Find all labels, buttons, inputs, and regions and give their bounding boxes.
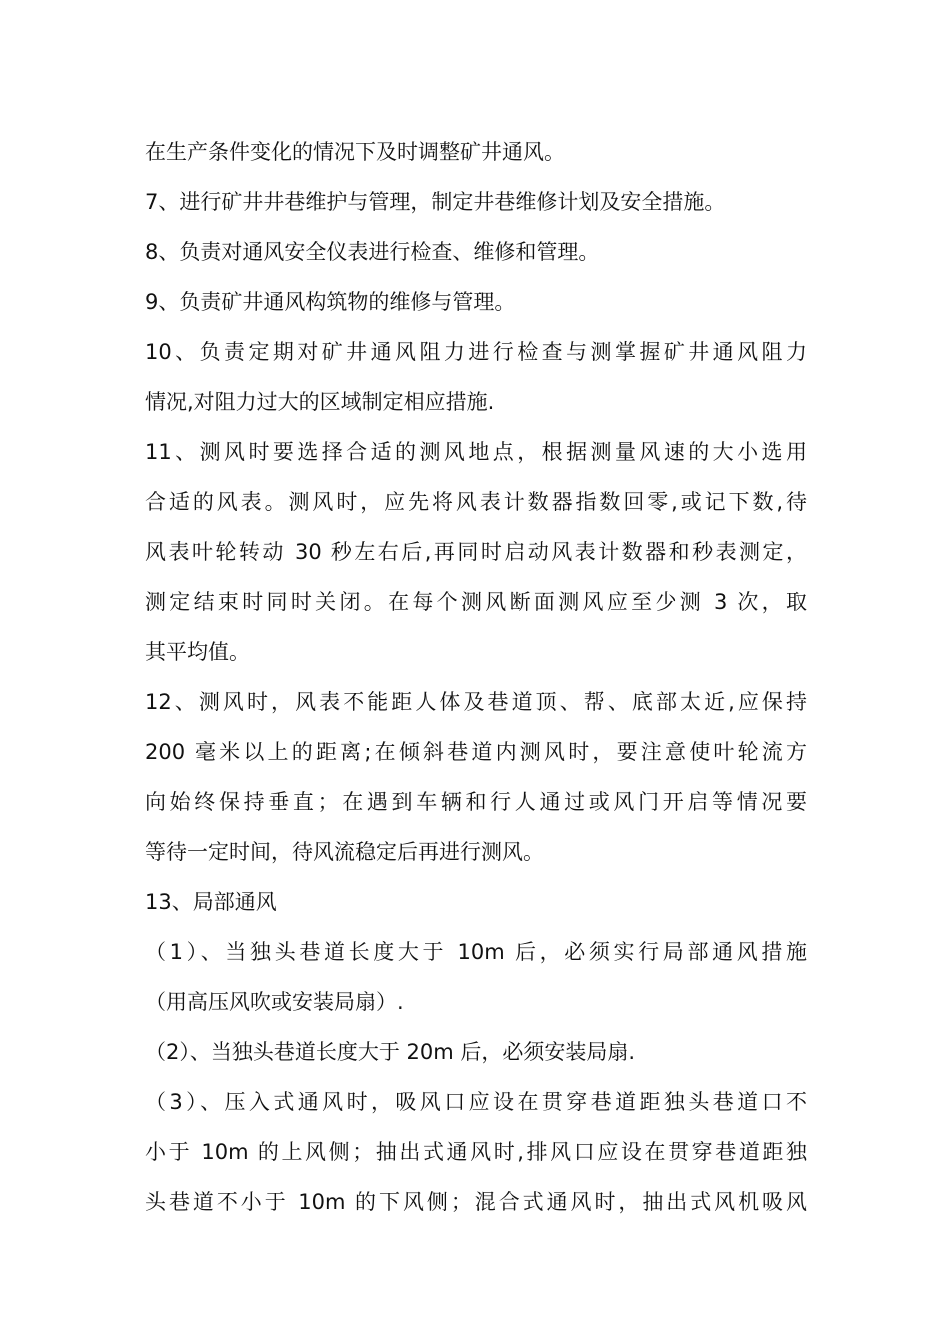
text-line: 13、局部通风 — [145, 890, 277, 914]
document-body — [145, 127, 807, 1227]
text-line: 头巷道不小于 10m 的下风侧；混合式通风时，抽出式风机吸风 — [145, 1190, 807, 1214]
text-line: 情况,对阻力过大的区域制定相应措施. — [145, 390, 495, 414]
text-line: 等待一定时间，待风流稳定后再进行测风。 — [145, 840, 544, 864]
text-line: 测定结束时同时关闭。在每个测风断面测风应至少测 3 次，取 — [145, 590, 807, 614]
text-line: 风表叶轮转动 30 秒左右后,再同时启动风表计数器和秒表测定， — [145, 540, 807, 564]
text-line: 7、进行矿井井巷维护与管理，制定井巷维修计划及安全措施。 — [145, 190, 726, 214]
text-line: （1）、当独头巷道长度大于 10m 后，必须实行局部通风措施 — [145, 940, 807, 964]
text-line: 12、测风时，风表不能距人体及巷道顶、帮、底部太近,应保持 — [145, 690, 807, 714]
text-line: 11、测风时要选择合适的测风地点，根据测量风速的大小选用 — [145, 440, 807, 464]
text-line: 向始终保持垂直；在遇到车辆和行人通过或风门开启等情况要 — [145, 790, 807, 814]
text-line: 在生产条件变化的情况下及时调整矿井通风。 — [145, 140, 565, 164]
text-line: 8、负责对通风安全仪表进行检查、维修和管理。 — [145, 240, 600, 264]
text-line: 小于 10m 的上风侧；抽出式通风时,排风口应设在贯穿巷道距独 — [145, 1140, 807, 1164]
text-line: 合适的风表。测风时，应先将风表计数器指数回零,或记下数,待 — [145, 490, 807, 514]
text-line: （3）、压入式通风时，吸风口应设在贯穿巷道距独头巷道口不 — [145, 1090, 807, 1114]
text-line: 其平均值。 — [145, 640, 250, 664]
text-line: 200 毫米以上的距离;在倾斜巷道内测风时，要注意使叶轮流方 — [145, 740, 807, 764]
text-line: （2）、当独头巷道长度大于 20m 后，必须安装局扇. — [145, 1040, 636, 1064]
text-line: （用高压风吹或安装局扇）. — [145, 990, 404, 1014]
text-line: 10、负责定期对矿井通风阻力进行检查与测掌握矿井通风阻力 — [145, 340, 807, 364]
text-line: 9、负责矿井通风构筑物的维修与管理。 — [145, 290, 516, 314]
